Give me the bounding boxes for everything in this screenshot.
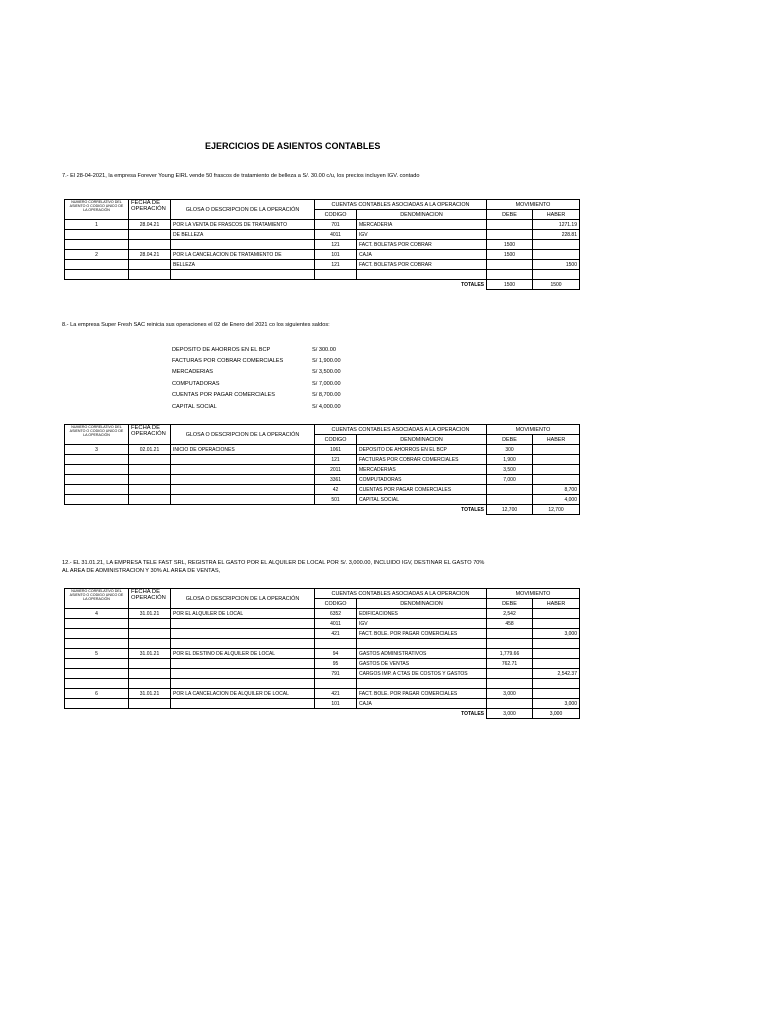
entry-number — [65, 270, 129, 280]
balance-label: COMPUTADORAS — [172, 381, 220, 387]
account-code — [315, 679, 357, 689]
table-row — [65, 230, 580, 240]
entry-number: 1 — [65, 220, 129, 230]
entry-date — [129, 230, 171, 240]
credit-amount: 2,542.37 — [533, 669, 580, 679]
balance-item — [172, 392, 341, 398]
totals-label: TOTALES — [461, 281, 484, 288]
header-movimiento: MOVIMIENTO — [487, 589, 580, 599]
account-name: CAPITAL SOCIAL — [357, 495, 487, 505]
entry-gloss — [171, 639, 315, 649]
account-name — [357, 679, 487, 689]
header-numero: NUMERO CORRELATIVO DEL ASIENTO O CODIGO UNICO DE LA OPERACIÓN — [65, 425, 129, 445]
entry-date: 02.01.21 — [129, 445, 171, 455]
entry-date — [129, 639, 171, 649]
account-code: 4011 — [315, 230, 357, 240]
debit-amount — [487, 679, 533, 689]
entry-date — [129, 495, 171, 505]
credit-amount — [533, 689, 580, 699]
header-denominacion: DENOMINACION — [357, 210, 487, 220]
balance-item — [172, 347, 336, 353]
table-header — [65, 589, 580, 599]
entry-gloss — [171, 699, 315, 709]
header-codigo: CODIGO — [315, 210, 357, 220]
total-credit: 3,000 — [533, 709, 580, 719]
account-code: 421 — [315, 629, 357, 639]
debit-amount: 458 — [487, 619, 533, 629]
entry-gloss: BELLEZA — [171, 260, 315, 270]
header-debe: DEBE — [487, 435, 533, 445]
header-fecha: FECHA DE OPERACIÓN — [129, 589, 171, 609]
entry-number — [65, 699, 129, 709]
entry-date — [129, 679, 171, 689]
credit-amount — [533, 475, 580, 485]
debit-amount — [487, 699, 533, 709]
account-name: GASTOS ADMINISTRATIVOS — [357, 649, 487, 659]
table-header — [65, 200, 580, 210]
credit-amount: 228.81 — [533, 230, 580, 240]
credit-amount — [533, 270, 580, 280]
account-name — [357, 639, 487, 649]
totals-row — [65, 709, 580, 719]
header-cuentas: CUENTAS CONTABLES ASOCIADAS A LA OPERACION — [315, 425, 487, 435]
balance-label: FACTURAS POR COBRAR COMERCIALES — [172, 358, 284, 364]
account-code — [315, 639, 357, 649]
table-row — [65, 250, 580, 260]
entry-date — [129, 669, 171, 679]
entry-gloss — [171, 485, 315, 495]
account-name: CAJA — [357, 699, 487, 709]
entry-number — [65, 629, 129, 639]
credit-amount: 4,000 — [533, 495, 580, 505]
entry-date — [129, 619, 171, 629]
table-header — [65, 425, 580, 435]
header-debe: DEBE — [487, 599, 533, 609]
ledger-table-ex12 — [64, 588, 580, 719]
entry-date — [129, 455, 171, 465]
account-code: 101 — [315, 250, 357, 260]
debit-amount — [487, 260, 533, 270]
entry-gloss — [171, 270, 315, 280]
account-name: FACT. BOLETAS POR COBRAR — [357, 240, 487, 250]
balance-label: DEPOSITO DE AHORROS EN EL BCP — [172, 347, 271, 353]
account-code: 121 — [315, 455, 357, 465]
table-row — [65, 485, 580, 495]
debit-amount: 1,900 — [487, 455, 533, 465]
balance-item — [172, 404, 341, 410]
account-code — [315, 270, 357, 280]
debit-amount: 7,000 — [487, 475, 533, 485]
debit-amount — [487, 485, 533, 495]
header-fecha: FECHA DE OPERACIÓN — [129, 200, 171, 220]
header-cuentas: CUENTAS CONTABLES ASOCIADAS A LA OPERACION — [315, 200, 487, 210]
credit-amount: 3,000 — [533, 699, 580, 709]
exercise-12-statement: 12.- EL 31.01.21, LA EMPRESA TELE FAST SRL, REGISTRA EL GASTO POR EL ALQUILER DE LOCAL POR S/. 3,000.00, INCLUIDO IGV, DESTINAR EL GASTO 70% AL AREA DE ADMINISTRACION Y 30% AL AREA DE VENTAS, — [62, 560, 485, 574]
entry-gloss: POR EL ALQUILER DE LOCAL — [171, 609, 315, 619]
entry-gloss: DE BELLEZA — [171, 230, 315, 240]
balance-label: MERCADERIAS — [172, 369, 214, 375]
entry-number: 6 — [65, 689, 129, 699]
account-code: 501 — [315, 495, 357, 505]
debit-amount — [487, 270, 533, 280]
entry-date — [129, 699, 171, 709]
entry-gloss — [171, 679, 315, 689]
account-name: IGV — [357, 619, 487, 629]
entry-date: 31.01.21 — [129, 609, 171, 619]
header-glosa: GLOSA O DESCRIPCION DE LA OPERACIÓN — [171, 200, 315, 220]
totals-row — [65, 505, 580, 515]
account-name: CARGOS IMP. A CTAS DE COSTOS Y GASTOS — [357, 669, 487, 679]
header-debe: DEBE — [487, 210, 533, 220]
debit-amount — [487, 629, 533, 639]
entry-number — [65, 455, 129, 465]
header-glosa: GLOSA O DESCRIPCION DE LA OPERACIÓN — [171, 425, 315, 445]
entry-gloss: POR EL DESTINO DE ALQUILER DE LOCAL — [171, 649, 315, 659]
account-code: 121 — [315, 260, 357, 270]
table-row — [65, 639, 580, 649]
account-code: 42 — [315, 485, 357, 495]
balance-label: CUENTAS POR PAGAR COMERCIALES — [172, 392, 275, 398]
credit-amount — [533, 455, 580, 465]
entry-number — [65, 475, 129, 485]
credit-amount — [533, 445, 580, 455]
account-code: 95 — [315, 659, 357, 669]
account-code: 3361 — [315, 475, 357, 485]
account-name: CAJA — [357, 250, 487, 260]
table-row — [65, 465, 580, 475]
account-name: EDIFICACIONES — [357, 609, 487, 619]
balance-amount: S/ 1,900.00 — [312, 358, 341, 364]
balance-item — [172, 369, 341, 375]
entry-number — [65, 230, 129, 240]
entry-number: 2 — [65, 250, 129, 260]
balance-item — [172, 358, 341, 364]
account-name: FACT. BOLE. POR PAGAR COMERCIALES — [357, 629, 487, 639]
table-row — [65, 220, 580, 230]
table-row — [65, 689, 580, 699]
totals-label: TOTALES — [461, 506, 484, 513]
entry-date: 31.01.21 — [129, 649, 171, 659]
entry-date — [129, 465, 171, 475]
credit-amount — [533, 609, 580, 619]
entry-number: 3 — [65, 445, 129, 455]
table-row — [65, 270, 580, 280]
credit-amount — [533, 649, 580, 659]
entry-gloss — [171, 495, 315, 505]
debit-amount: 762.71 — [487, 659, 533, 669]
debit-amount — [487, 220, 533, 230]
credit-amount — [533, 679, 580, 689]
total-credit: 1500 — [533, 280, 580, 290]
entry-number — [65, 485, 129, 495]
entry-date: 28.04.21 — [129, 220, 171, 230]
account-name: MERCADERIAS — [357, 465, 487, 475]
table-row — [65, 495, 580, 505]
balance-amount: S/ 7,000.00 — [312, 381, 341, 387]
entry-date — [129, 260, 171, 270]
account-name: FACT. BOLETAS POR COBRAR — [357, 260, 487, 270]
header-movimiento: MOVIMIENTO — [487, 200, 580, 210]
total-credit: 12,700 — [533, 505, 580, 515]
entry-number — [65, 240, 129, 250]
table-row — [65, 240, 580, 250]
account-name: COMPUTADORAS — [357, 475, 487, 485]
exercise-7-statement: 7.- El 28-04-2021, la empresa Forever Young EIRL vende 50 frascos de tratamiento de belleza a S/. 30.00 c/u, los precios incluyen IGV. contado — [62, 173, 420, 179]
entry-number — [65, 495, 129, 505]
entry-gloss — [171, 455, 315, 465]
account-code: 121 — [315, 240, 357, 250]
credit-amount: 3,000 — [533, 629, 580, 639]
header-haber: HABER — [533, 435, 580, 445]
debit-amount: 1500 — [487, 250, 533, 260]
debit-amount: 3,500 — [487, 465, 533, 475]
balance-amount: S/ 4,000.00 — [312, 404, 341, 410]
entry-date — [129, 659, 171, 669]
entry-date: 31.01.21 — [129, 689, 171, 699]
account-code: 421 — [315, 689, 357, 699]
account-name — [357, 270, 487, 280]
entry-date — [129, 240, 171, 250]
credit-amount: 1500 — [533, 260, 580, 270]
table-row — [65, 669, 580, 679]
credit-amount — [533, 639, 580, 649]
account-name: FACT. BOLE. POR PAGAR COMERCIALES — [357, 689, 487, 699]
ledger-table-ex8 — [64, 424, 580, 515]
account-name: DEPOSITO DE AHORROS EN EL BCP — [357, 445, 487, 455]
entry-date — [129, 629, 171, 639]
entry-number — [65, 465, 129, 475]
table-row — [65, 619, 580, 629]
account-code: 94 — [315, 649, 357, 659]
entry-number — [65, 679, 129, 689]
entry-gloss: INICIO DE OPERACIONES — [171, 445, 315, 455]
debit-amount: 1500 — [487, 240, 533, 250]
entry-date — [129, 475, 171, 485]
entry-number — [65, 619, 129, 629]
account-code: 101 — [315, 699, 357, 709]
ledger-table-ex7 — [64, 199, 580, 290]
balance-item — [172, 381, 341, 387]
entry-gloss — [171, 629, 315, 639]
debit-amount — [487, 669, 533, 679]
entry-date: 28.04.21 — [129, 250, 171, 260]
credit-amount: 8,700 — [533, 485, 580, 495]
debit-amount: 2,542 — [487, 609, 533, 619]
account-name: GASTOS DE VENTAS — [357, 659, 487, 669]
total-debit: 12,700 — [487, 505, 533, 515]
entry-number: 4 — [65, 609, 129, 619]
balance-amount: S/ 3,500.00 — [312, 369, 341, 375]
totals-label: TOTALES — [461, 710, 484, 717]
entry-gloss — [171, 659, 315, 669]
balance-amount: S/ 8,700.00 — [312, 392, 341, 398]
entry-gloss — [171, 240, 315, 250]
entry-number — [65, 669, 129, 679]
entry-gloss: POR LA CANCELACION DE ALQUILER DE LOCAL — [171, 689, 315, 699]
entry-number — [65, 260, 129, 270]
header-codigo: CODIGO — [315, 435, 357, 445]
entry-gloss: POR LA CANCELACION DE TRATAMIENTO DE — [171, 250, 315, 260]
table-row — [65, 659, 580, 669]
balance-label: CAPITAL SOCIAL — [172, 404, 217, 410]
entry-gloss — [171, 669, 315, 679]
account-code: 4011 — [315, 619, 357, 629]
table-row — [65, 475, 580, 485]
account-code: 701 — [315, 220, 357, 230]
table-row — [65, 629, 580, 639]
account-name: MERCADERIA — [357, 220, 487, 230]
header-fecha: FECHA DE OPERACIÓN — [129, 425, 171, 445]
table-row — [65, 699, 580, 709]
table-row — [65, 445, 580, 455]
debit-amount — [487, 639, 533, 649]
entry-number: 5 — [65, 649, 129, 659]
credit-amount — [533, 240, 580, 250]
table-row — [65, 609, 580, 619]
table-row — [65, 260, 580, 270]
entry-gloss: POR LA VENTA DE FRASCOS DE TRATAMIENTO — [171, 220, 315, 230]
credit-amount — [533, 250, 580, 260]
totals-row — [65, 280, 580, 290]
entry-gloss — [171, 475, 315, 485]
exercise-8-statement: 8.- La empresa Super Fresh SAC reinicia sus operaciones el 02 de Enero del 2021 co los siguientes saldos: — [62, 322, 330, 328]
credit-amount: 1271.19 — [533, 220, 580, 230]
account-code: 1061 — [315, 445, 357, 455]
total-debit: 3,000 — [487, 709, 533, 719]
header-numero: NUMERO CORRELATIVO DEL ASIENTO O CODIGO UNICO DE LA OPERACIÓN — [65, 200, 129, 220]
credit-amount — [533, 465, 580, 475]
page-title: EJERCICIOS DE ASIENTOS CONTABLES — [205, 141, 381, 151]
account-code: 2011 — [315, 465, 357, 475]
header-movimiento: MOVIMIENTO — [487, 425, 580, 435]
header-haber: HABER — [533, 599, 580, 609]
header-denominacion: DENOMINACION — [357, 599, 487, 609]
entry-date — [129, 270, 171, 280]
header-denominacion: DENOMINACION — [357, 435, 487, 445]
credit-amount — [533, 659, 580, 669]
account-name: FACTURAS POR COBRAR COMERCIALES — [357, 455, 487, 465]
table-row — [65, 649, 580, 659]
header-codigo: CODIGO — [315, 599, 357, 609]
account-code: 791 — [315, 669, 357, 679]
debit-amount: 3,000 — [487, 689, 533, 699]
entry-gloss — [171, 619, 315, 629]
table-row — [65, 679, 580, 689]
total-debit: 1500 — [487, 280, 533, 290]
account-code: 6352 — [315, 609, 357, 619]
entry-gloss — [171, 465, 315, 475]
debit-amount — [487, 495, 533, 505]
header-glosa: GLOSA O DESCRIPCION DE LA OPERACIÓN — [171, 589, 315, 609]
header-numero: NUMERO CORRELATIVO DEL ASIENTO O CODIGO UNICO DE LA OPERACIÓN — [65, 589, 129, 609]
header-haber: HABER — [533, 210, 580, 220]
debit-amount: 300 — [487, 445, 533, 455]
entry-date — [129, 485, 171, 495]
header-cuentas: CUENTAS CONTABLES ASOCIADAS A LA OPERACION — [315, 589, 487, 599]
account-name: IGV — [357, 230, 487, 240]
balance-amount: S/ 300.00 — [312, 347, 336, 353]
credit-amount — [533, 619, 580, 629]
debit-amount — [487, 230, 533, 240]
account-name: CUENTAS POR PAGAR COMERCIALES — [357, 485, 487, 495]
table-row — [65, 455, 580, 465]
entry-number — [65, 639, 129, 649]
debit-amount: 1,779.66 — [487, 649, 533, 659]
entry-number — [65, 659, 129, 669]
